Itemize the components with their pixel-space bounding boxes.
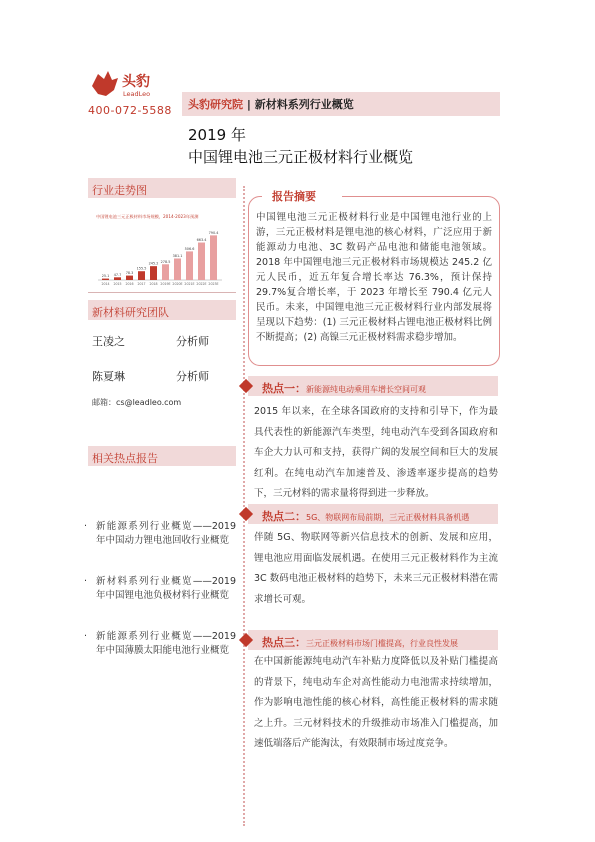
related-report-title: 新能源系列行业概览——2019 年中国动力锂电池回收行业概览	[96, 521, 236, 546]
chart-category-label: 2016	[125, 282, 134, 286]
trend-chart-svg	[94, 210, 224, 290]
chart-value-label: 381.1	[172, 253, 183, 258]
bullet-icon: ·	[84, 576, 88, 587]
chart-bar-2014	[102, 279, 109, 280]
hotpoint-3-label: 热点三：	[262, 636, 306, 649]
chart-divider	[88, 292, 236, 293]
chart-value-label: 663.4	[196, 238, 207, 243]
hotpoint-1-title	[262, 380, 426, 396]
logo-text: 头豹	[122, 74, 150, 90]
chart-bar-2017	[138, 271, 145, 280]
leopard-icon	[92, 71, 118, 96]
chart-bar-2022E	[198, 243, 205, 280]
summary-label: 报告摘要	[272, 190, 316, 203]
chart-value-label: 506.6	[184, 246, 195, 251]
hotpoint-3-title	[262, 634, 458, 650]
chart-value-label: 790.4	[208, 230, 219, 235]
report-year: 2019 年	[188, 126, 246, 144]
contact-email[interactable]: 邮箱：cs@leadleo.com	[92, 398, 182, 407]
chart-value-label: 278.5	[160, 259, 171, 264]
chart-bar-2021E	[186, 251, 193, 280]
chart-category-label: 2021E	[184, 282, 195, 286]
related-report-title: 新能源系列行业概览——2019 年中国薄膜太阳能电池行业概览	[96, 631, 236, 656]
hotpoint-1-label: 热点一：	[262, 382, 306, 395]
column-separator	[243, 186, 245, 826]
bullet-icon: ·	[84, 631, 88, 642]
analyst-name-1: 王凌之	[92, 335, 125, 348]
chart-title: 中国锂电池三元正极材料市场规模，2014-2023年预测	[96, 214, 199, 219]
hotpoint-3-subtitle: 三元正极材料市场门槛提高，行业良性发展	[306, 639, 458, 648]
chart-category-label: 2023E	[208, 282, 219, 286]
related-report-title: 新材料系列行业概览——2019 年中国锂电池负极材料行业概览	[96, 576, 236, 601]
chart-value-label: 155.5	[136, 266, 147, 271]
analyst-role-2: 分析师	[176, 370, 209, 383]
chart-bar-2020E	[174, 258, 181, 280]
chart-category-label: 2015	[113, 282, 122, 286]
trend-heading: 行业走势图	[92, 184, 147, 197]
chart-category-label: 2022E	[196, 282, 207, 286]
bullet-icon: ·	[84, 521, 88, 532]
report-title: 中国锂电池三元正极材料行业概览	[188, 148, 414, 166]
chart-value-label: 78.3	[125, 271, 134, 276]
chart-bar-2019E	[162, 264, 169, 280]
chart-bar-2023E	[210, 235, 217, 280]
summary-text: 中国锂电池三元正极材料行业是中国锂电池行业的上游，三元正极材料是锂电池的核心材料，广泛应用于新能源动力电池、3C 数码产品电池和储能电池领域。2018 年中国锂电池三元正极材料市场规模达 245.2 亿元人民币，近五年复合增长率达 76.3%，预计保持 29.7%复合增长率，于 2023 年增长至 790.4 亿元人民币。未来，中国锂电池三元正极材料行业内部发展将呈现以下趋势：(1) 三元正极材料占锂电池正极材料比例不断提高；(2) 高镍三元正极材料需求稳步增加。	[256, 212, 492, 343]
header-breadcrumb	[188, 96, 354, 112]
phone-number: 400-072-5588	[88, 104, 172, 117]
related-heading: 相关热点报告	[92, 452, 158, 465]
chart-category-label: 2014	[101, 282, 110, 286]
chart-value-label: 245.2	[148, 261, 159, 266]
logo-subtext: LeadLeo	[123, 90, 151, 98]
hotpoint-2-subtitle: 5G、物联网布局前期，三元正极材料具备机遇	[306, 513, 470, 522]
chart-category-label: 2018	[149, 282, 158, 286]
hotpoint-3-body: 在中国新能源纯电动汽车补贴力度降低以及补贴门槛提高的背景下，纯电动车企对高性能动力电池需求持续增加，作为影响电池性能的核心材料，高性能正极材料的需求随之上升。三元材料技术的升级推动市场准入门槛提高，加速低端落后产能淘汰，有效限制市场过度竞争。	[254, 656, 498, 749]
trend-chart	[94, 210, 224, 290]
hotpoint-2-title	[262, 508, 469, 524]
header-separator: |	[246, 98, 251, 111]
series-name: 新材料系列行业概览	[254, 98, 354, 111]
chart-value-label: 25.1	[101, 274, 110, 279]
chart-category-label: 2019E	[160, 282, 171, 286]
chart-category-label: 2020E	[172, 282, 183, 286]
company-logo	[88, 66, 158, 100]
chart-bar-2018	[150, 266, 157, 280]
chart-value-label: 47.7	[113, 272, 122, 277]
chart-category-label: 2017	[137, 282, 146, 286]
team-heading: 新材料研究团队	[92, 306, 169, 319]
hotpoint-2-body: 伴随 5G、物联网等新兴信息技术的创新、发展和应用，锂电池应用面临发展机遇。在使用三元正极材料作为主流 3C 数码电池正极材料的趋势下，未来三元正极材料潜在需求增长可观。	[254, 532, 498, 605]
hotpoint-2-label: 热点二：	[262, 510, 306, 523]
analyst-name-2: 陈夏琳	[92, 370, 125, 383]
chart-bar-2015	[114, 277, 121, 280]
analyst-role-1: 分析师	[176, 335, 209, 348]
hotpoint-1-body: 2015 年以来，在全球各国政府的支持和引导下，作为最具代表性的新能源汽车类型，纯电动汽车受到各国政府和车企大力认可和支持，获得广阔的发展空间和巨大的发展红利。在纯电动汽车加速普及、渗透率逐步提高的趋势下，三元材料的需求量将得到进一步释放。	[254, 406, 498, 499]
institute-name: 头豹研究院	[188, 98, 243, 111]
hotpoint-1-subtitle: 新能源纯电动乘用车增长空间可观	[306, 385, 426, 394]
chart-bar-2016	[126, 276, 133, 280]
